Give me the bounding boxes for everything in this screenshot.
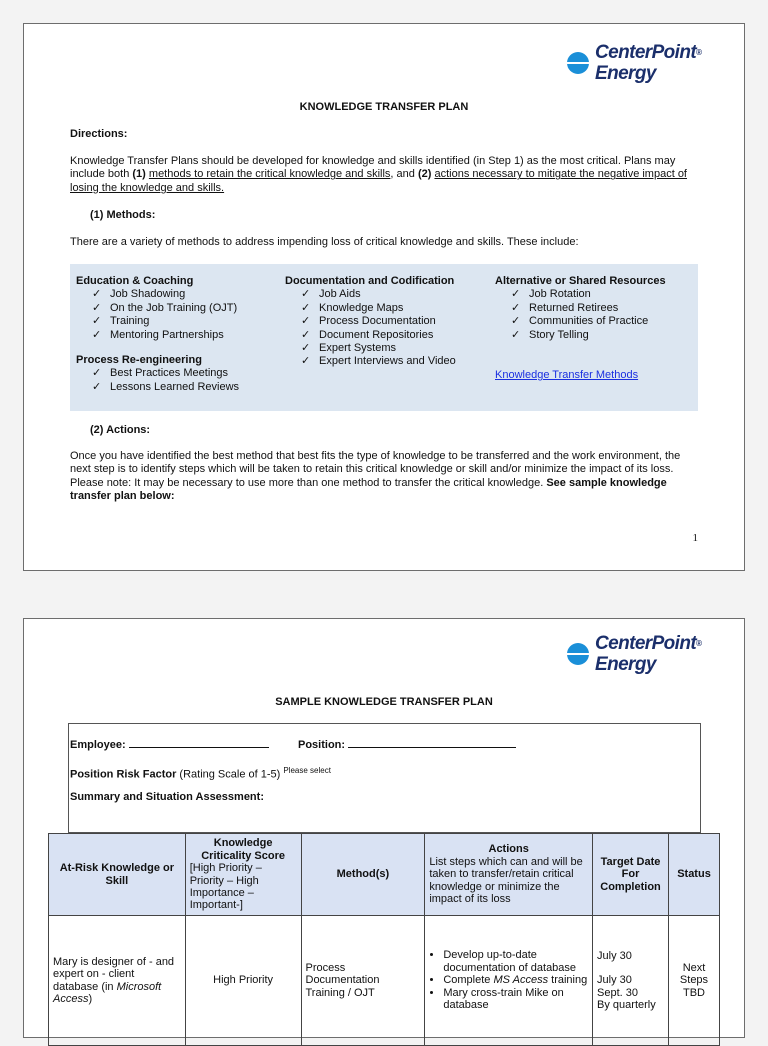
column-header-criticality: Knowledge Criticality Score [High Priority – Priority – High Importance – Important-] bbox=[185, 834, 301, 916]
actions-cell bbox=[425, 916, 593, 1046]
checkmark-icon: ✓ bbox=[301, 301, 311, 314]
list-item: ✓ Expert Interviews and Video bbox=[301, 355, 456, 368]
list-item: • Complete MS Access training bbox=[443, 974, 588, 986]
column-header-methods: Method(s) bbox=[301, 834, 425, 916]
methods-box bbox=[70, 264, 698, 411]
employee-field[interactable]: Employee: bbox=[70, 737, 269, 752]
checkmark-icon: ✓ bbox=[92, 367, 102, 380]
list-item: ✓ Job Aids bbox=[301, 288, 361, 301]
column-header-skill: At-Risk Knowledge or Skill bbox=[49, 834, 186, 916]
methods-intro: There are a variety of methods to address impending loss of critical knowledge and skills. These include: bbox=[70, 236, 579, 248]
checkmark-icon: ✓ bbox=[511, 301, 521, 314]
risk-factor-row: Position Risk Factor (Rating Scale of 1-5) $^{Please select}$ bbox=[70, 766, 331, 781]
risk-factor-select[interactable]: Please select bbox=[283, 766, 331, 775]
actions-heading: (2) Actions: bbox=[90, 424, 151, 436]
employee-info-box bbox=[68, 723, 701, 833]
list-item: • Mary cross-train Mike on database bbox=[443, 987, 588, 1012]
checkmark-icon: ✓ bbox=[511, 288, 521, 301]
page-number: 1 bbox=[692, 532, 698, 544]
list-item: ✓ On the Job Training (OJT) bbox=[92, 301, 238, 314]
checkmark-icon: ✓ bbox=[92, 328, 102, 341]
list-item: ✓ Lessons Learned Reviews bbox=[92, 380, 240, 393]
employee-input[interactable] bbox=[129, 737, 269, 748]
checkmark-icon: ✓ bbox=[511, 328, 521, 341]
methods-column-alternative: Alternative or Shared Resources ✓ Job Rotation ✓ Returned Retirees ✓ Communities of Practice ✓ Story Telling Knowledge Transfer Methods bbox=[495, 275, 666, 382]
column-header-actions: Actions List steps which can and will be taken to transfer/retain critical knowledge or minimize the impact of its loss bbox=[425, 834, 593, 916]
skill-cell: Mary is designer of - and expert on - client database (in Microsoft Access) bbox=[49, 916, 186, 1046]
checkmark-icon: ✓ bbox=[301, 328, 311, 341]
directions-heading: Directions: bbox=[70, 128, 128, 140]
checkmark-icon: ✓ bbox=[92, 301, 102, 314]
status-cell: Next Steps TBD bbox=[669, 916, 720, 1046]
list-item: ✓ Story Telling bbox=[511, 328, 589, 341]
position-input[interactable] bbox=[348, 737, 516, 748]
checkmark-icon: ✓ bbox=[92, 288, 102, 301]
score-cell: High Priority bbox=[185, 916, 301, 1046]
logo-circle-icon bbox=[567, 52, 589, 74]
methods-column-documentation: Documentation and Codification ✓ Job Aids ✓ Knowledge Maps ✓ Process Documentation ✓ Document Repositories ✓ Expert Systems ✓ Expert Interviews and Video bbox=[285, 275, 456, 368]
list-item: ✓ Communities of Practice bbox=[511, 315, 649, 328]
list-item: ✓ Knowledge Maps bbox=[301, 301, 404, 314]
column-header-status: Status bbox=[669, 834, 720, 916]
directions-text: Knowledge Transfer Plans should be developed for knowledge and skills identified (in Step 1) as the most critical. Plans may include both (1) methods to retain the critical knowledge and skills, and (2) actions necessary to mitigate the negative impact of losing the knowledge and skills. bbox=[70, 155, 687, 194]
table-row bbox=[49, 916, 720, 1046]
actions-text: Once you have identified the best method that best fits the type of knowledge to be transferred and the work environment, the next step is to identify steps which will be taken to retain this critical knowledge or skill and/or minimize the impact of its loss. Please note: It may be necessary to use more than one method to transfer the critical knowledge. See sample knowledge transfer plan below: bbox=[70, 450, 681, 503]
checkmark-icon: ✓ bbox=[92, 380, 102, 393]
position-field[interactable]: Position: bbox=[298, 737, 516, 752]
centerpoint-logo: CenterPoint® Energy bbox=[567, 40, 707, 86]
sample-plan-title: SAMPLE KNOWLEDGE TRANSFER PLAN bbox=[275, 696, 493, 708]
checkmark-icon: ✓ bbox=[301, 355, 311, 368]
knowledge-transfer-table bbox=[48, 833, 720, 1046]
page-title: KNOWLEDGE TRANSFER PLAN bbox=[299, 101, 469, 113]
methods-heading: (1) Methods: bbox=[90, 209, 156, 221]
list-item: ✓ Training bbox=[92, 315, 150, 328]
checkmark-icon: ✓ bbox=[301, 342, 311, 355]
list-item: ✓ Returned Retirees bbox=[511, 301, 619, 314]
page-2 bbox=[23, 618, 745, 1038]
target-date-cell: July 30 July 30 Sept. 30 By quarterly bbox=[593, 916, 669, 1046]
list-item: ✓ Document Repositories bbox=[301, 328, 434, 341]
methods-cell: Process Documentation Training / OJT bbox=[301, 916, 425, 1046]
list-item: ✓ Best Practices Meetings bbox=[92, 367, 228, 380]
column-header-target-date: Target Date For Completion bbox=[593, 834, 669, 916]
list-item: • Develop up-to-date documentation of database bbox=[443, 949, 588, 974]
checkmark-icon: ✓ bbox=[511, 315, 521, 328]
list-item: ✓ Job Rotation bbox=[511, 288, 591, 301]
list-item: ✓ Job Shadowing bbox=[92, 288, 186, 301]
checkmark-icon: ✓ bbox=[301, 288, 311, 301]
knowledge-transfer-methods-link[interactable]: Knowledge Transfer Methods bbox=[495, 369, 639, 382]
checkmark-icon: ✓ bbox=[92, 315, 102, 328]
methods-column-education: Education & Coaching ✓ Job Shadowing ✓ On the Job Training (OJT) ✓ Training ✓ Mentoring Partnerships Process Re-engineering ✓ Best Practices Meetings ✓ Lessons Learned Reviews bbox=[76, 275, 240, 393]
summary-label: Summary and Situation Assessment: bbox=[70, 791, 264, 803]
checkmark-icon: ✓ bbox=[301, 315, 311, 328]
logo-circle-icon bbox=[567, 643, 589, 665]
page-1 bbox=[23, 23, 745, 571]
centerpoint-logo: CenterPoint® Energy bbox=[567, 631, 707, 677]
list-item: ✓ Mentoring Partnerships bbox=[92, 328, 224, 341]
list-item: ✓ Process Documentation bbox=[301, 315, 436, 328]
list-item: ✓ Expert Systems bbox=[301, 342, 397, 355]
